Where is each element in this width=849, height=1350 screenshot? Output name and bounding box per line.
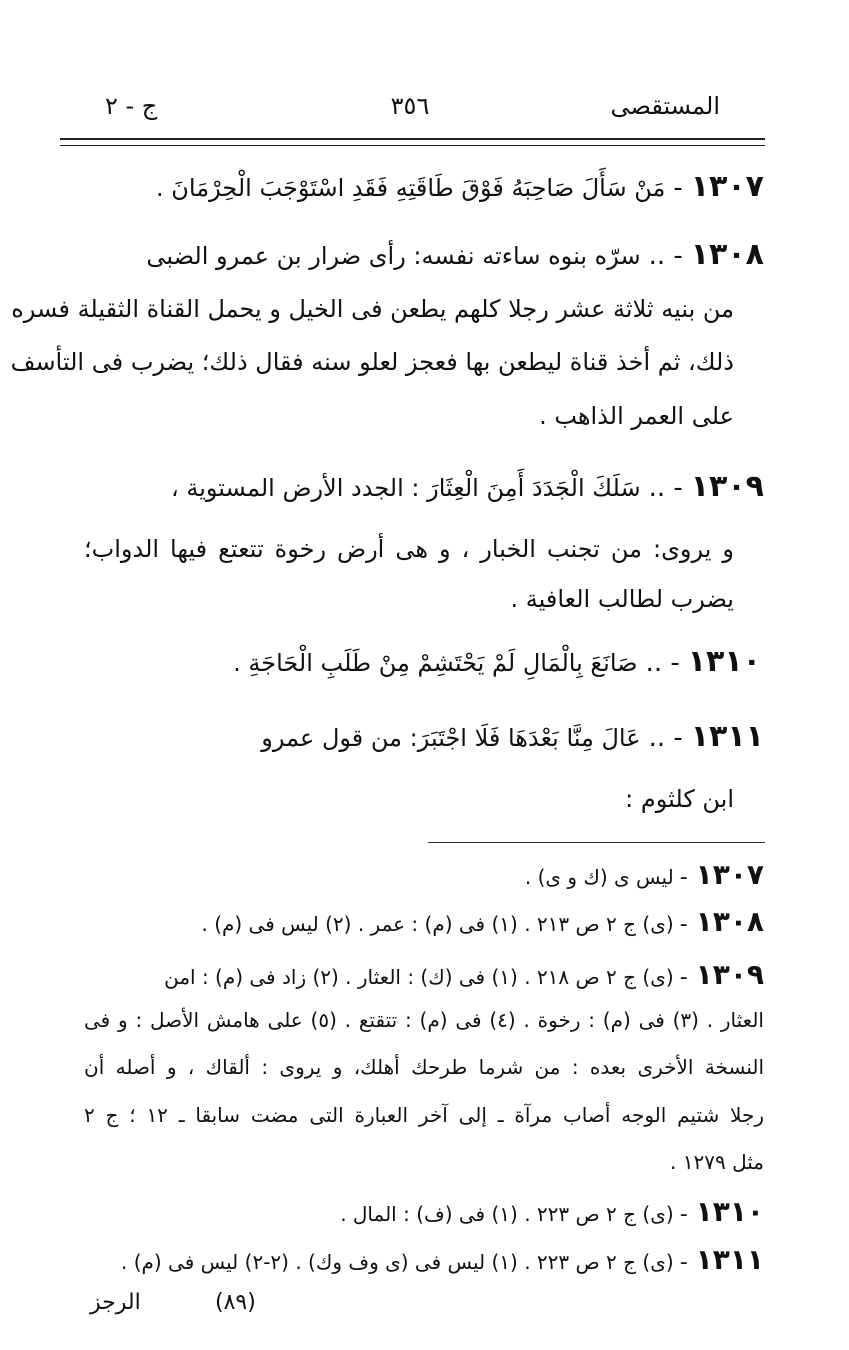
signature-mark: الرجز [90, 1290, 141, 1315]
header-rule [60, 138, 765, 140]
footnote-1310 [84, 1195, 764, 1228]
entry-1307 [84, 170, 764, 205]
footnote-number: ١٣٠٨ [695, 905, 764, 938]
entry-line: ذلك، ثم أخذ قناة ليطعن بها فعجز لعلو سنه فقال ذلك؛ يضرب فى التأسف [10, 348, 734, 376]
entry-dash: - .. [648, 723, 683, 753]
footnote-1308 [84, 905, 764, 938]
entry-line: و يروى: من تجنب الخبار ، و هى أرض رخوة تتعتع فيها الدواب؛ [84, 535, 734, 563]
footnote-line: مثل ١٢٧٩ . [670, 1150, 764, 1174]
footnote-dash: - [679, 965, 688, 990]
entry-text: مَنْ سَأَلَ صَاحِبَهُ فَوْقَ طَاقَتِهِ فَقَدِ اسْتَوْجَبَ الْحِرْمَانَ . [156, 174, 666, 202]
entry-number: ١٣٠٧ [690, 169, 764, 204]
footnote-1311 [84, 1243, 764, 1276]
entry-text: صَانَعَ بِالْمَالِ لَمْ يَحْتَشِمْ مِنْ طَلَبِ الْحَاجَةِ . [233, 649, 638, 677]
footnote-number: ١٣٠٩ [695, 958, 764, 991]
footnote-number: ١٣١١ [695, 1243, 764, 1276]
entry-number: ١٣٠٨ [690, 237, 764, 272]
entry-text: عَالَ مِنَّا بَعْدَهَا فَلَا اجْتَبَرَ: من قول عمرو [261, 724, 641, 752]
entry-text: سرّه بنوه ساءته نفسه: رأى ضرار بن عمرو الضبى [146, 242, 641, 270]
entry-number: ١٣١٠ [687, 644, 761, 679]
footnote-text: (ى) ج ٢ ص ٢٢٣ . (١) ليس فى (ى وف وك) . (٢-٢) ليس فى (م) . [121, 1250, 674, 1274]
entry-line: ابن كلثوم : [625, 785, 734, 813]
entry-line: من بنيه ثلاثة عشر رجلا كلهم يطعن فى الخيل و يحمل القناة الثقيلة فسره [11, 295, 734, 323]
footnote-line: رجلا شتيم الوجه أصاب مرآة ـ إلى آخر العبارة التى مضت سابقا ـ ١٢ ؛ ج ٢ [84, 1103, 765, 1127]
entry-dash: - .. [645, 648, 680, 678]
entry-number: ١٣٠٩ [690, 469, 764, 504]
volume-label: ج - ٢ [105, 92, 158, 120]
header-rule-thin [60, 145, 765, 146]
entry-line: يضرب لطالب العافية . [510, 585, 734, 613]
footnote-rule [428, 842, 765, 843]
footnote-dash: - [679, 1202, 688, 1227]
gathering-number: (٨٩) [215, 1290, 256, 1315]
entry-dash: - [673, 173, 683, 203]
footnote-text: ليس ى (ك و ى) . [524, 865, 674, 889]
page-number: ٣٥٦ [390, 92, 430, 120]
entry-dash: - .. [648, 473, 683, 503]
footnote-text: (ى) ج ٢ ص ٢١٨ . (١) فى (ك) : العثار . (٢) زاد فى (م) : امن [164, 965, 674, 989]
footnote-number: ١٣٠٧ [695, 858, 764, 891]
entry-1308 [84, 238, 764, 273]
entry-1310 [81, 645, 761, 680]
book-title: المستقصى [610, 92, 720, 120]
entry-line: على العمر الذاهب . [539, 402, 734, 430]
entry-1309 [84, 470, 764, 505]
footnote-1309 [84, 958, 764, 991]
entry-1311 [84, 720, 764, 755]
footnote-line: النسخة الأخرى بعده : من شرما طرحك أهلك، و يروى : ألقاك ، و أصله أن [84, 1055, 764, 1079]
footnote-text: (ى) ج ٢ ص ٢٢٣ . (١) فى (ف) : المال . [340, 1202, 674, 1226]
footnote-number: ١٣١٠ [695, 1195, 764, 1228]
footnote-text: (ى) ج ٢ ص ٢١٣ . (١) فى (م) : عمر . (٢) ليس فى (م) . [201, 912, 674, 936]
entry-dash: - .. [648, 241, 683, 271]
footnote-dash: - [679, 912, 688, 937]
footnote-line: العثار . (٣) فى (م) : رخوة . (٤) فى (م) : تتقتع . (٥) على هامش الأصل : و فى [84, 1008, 764, 1032]
entry-text: سَلَكَ الْجَدَدَ أَمِنَ الْعِثَارَ : الجدد الأرض المستوية ، [170, 474, 641, 502]
running-header [60, 92, 760, 132]
entry-number: ١٣١١ [690, 719, 764, 754]
footnote-dash: - [679, 1250, 688, 1275]
footnote-dash: - [679, 865, 688, 890]
footnote-1307 [84, 858, 764, 891]
